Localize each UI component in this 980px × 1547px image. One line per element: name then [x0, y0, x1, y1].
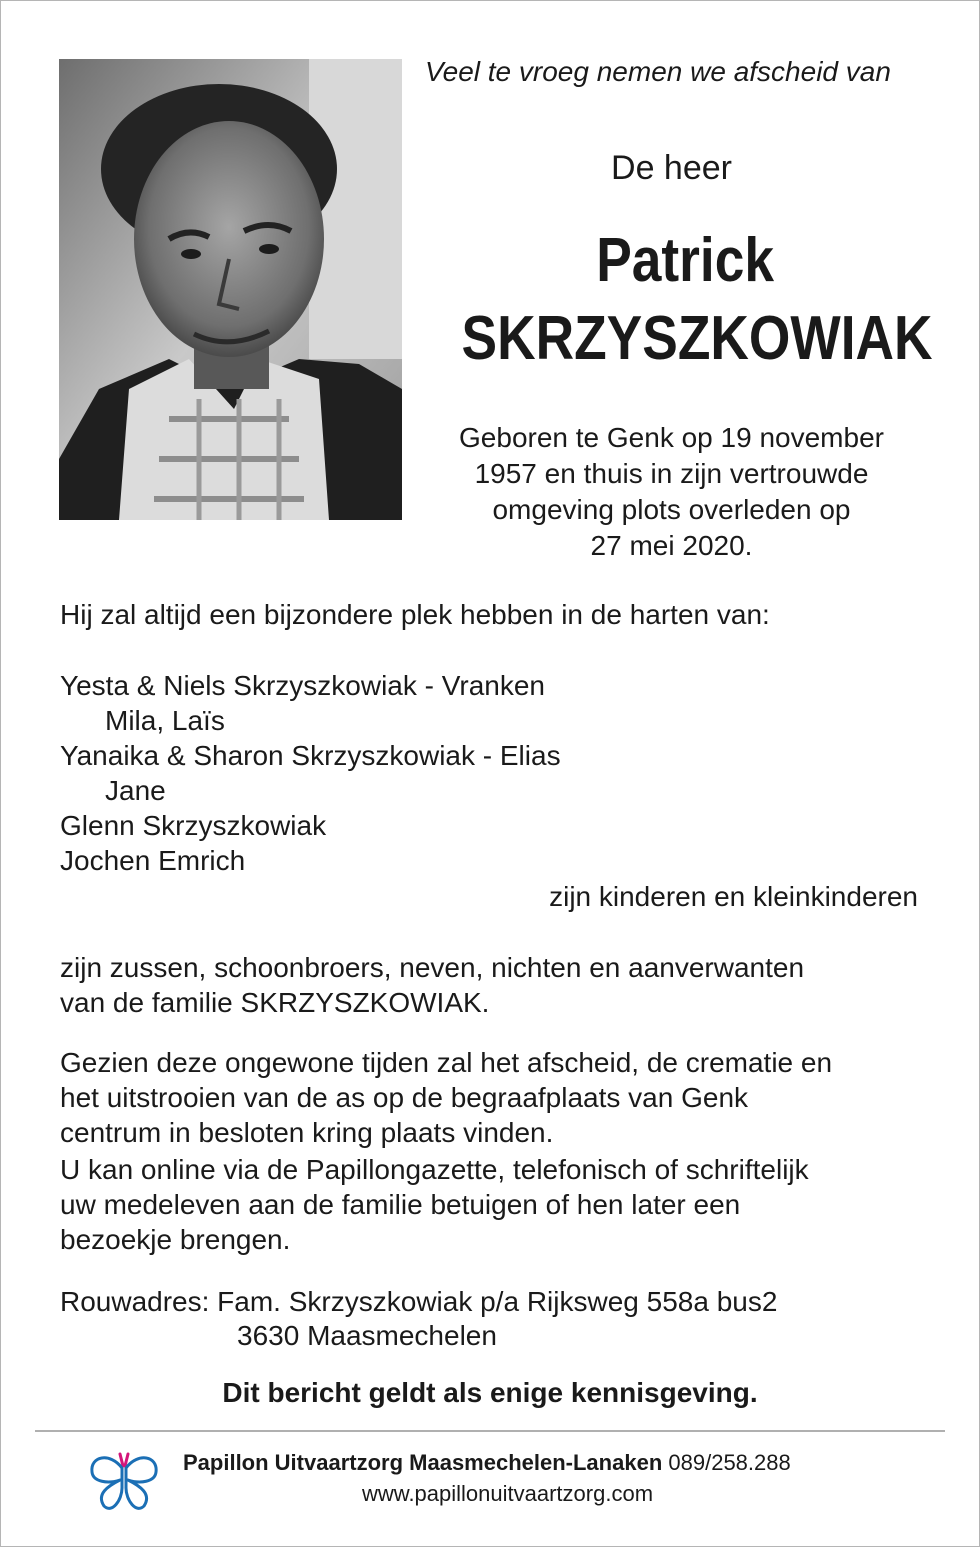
notice-line: uw medeleven aan de familie betuigen of hen later een: [60, 1189, 741, 1220]
relatives-line: zijn zussen, schoonbroers, neven, nichten en aanverwanten: [60, 952, 805, 983]
butterfly-logo-icon: [86, 1444, 162, 1521]
funeral-home-name: [183, 1449, 791, 1477]
portrait-icon: [59, 59, 402, 520]
deceased-surname: SKRZYSZKOWIAK: [461, 304, 933, 373]
portrait-photo: [59, 59, 402, 520]
notice-line: centrum in besloten kring plaats vinden.: [60, 1117, 554, 1148]
closing-notice: Dit bericht geldt als enige kennisgeving.: [222, 1377, 758, 1408]
grandchildren: Mila, Laïs: [105, 705, 225, 736]
salutation: De heer: [611, 149, 732, 187]
family-member: Yanaika & Sharon Skrzyszkowiak - Elias: [60, 740, 561, 771]
intro-text: Veel te vroeg nemen we afscheid van: [425, 56, 891, 87]
notice-line: Gezien deze ongewone tijden zal het afscheid, de crematie en: [60, 1047, 833, 1078]
notice-line: bezoekje brengen.: [60, 1224, 291, 1255]
family-member: Glenn Skrzyszkowiak: [60, 810, 327, 841]
birth-line: Geboren te Genk op 19 november: [459, 422, 884, 453]
birth-death-details: [425, 420, 918, 564]
birth-line: 27 mei 2020.: [590, 530, 753, 561]
birth-line: omgeving plots overleden op: [492, 494, 851, 525]
funeral-home-company: Papillon Uitvaartzorg Maasmechelen-Lanaken: [183, 1450, 663, 1475]
birth-line: 1957 en thuis in zijn vertrouwde: [474, 458, 869, 489]
deceased-first-name: Patrick: [596, 226, 775, 295]
notice-line: het uitstrooien van de as op de begraafplaats van Genk: [60, 1082, 749, 1113]
funeral-home-phone: 089/258.288: [668, 1450, 791, 1475]
grandchildren: Jane: [105, 775, 166, 806]
address-line: Rouwadres: Fam. Skrzyszkowiak p/a Rijksweg 558a bus2: [60, 1286, 778, 1317]
family-member: Jochen Emrich: [60, 845, 246, 876]
funeral-home-website: www.papillonuitvaartzorg.com: [362, 1481, 654, 1506]
family-caption: zijn kinderen en kleinkinderen: [549, 881, 918, 912]
address-city: 3630 Maasmechelen: [237, 1320, 497, 1351]
relatives-line: van de familie SKRZYSZKOWIAK.: [60, 987, 490, 1018]
family-intro: Hij zal altijd een bijzondere plek hebben in de harten van:: [60, 599, 770, 630]
footer-divider: [35, 1430, 945, 1432]
family-member: Yesta & Niels Skrzyszkowiak - Vranken: [60, 670, 545, 701]
notice-line: U kan online via de Papillongazette, telefonisch of schriftelijk: [60, 1154, 809, 1185]
